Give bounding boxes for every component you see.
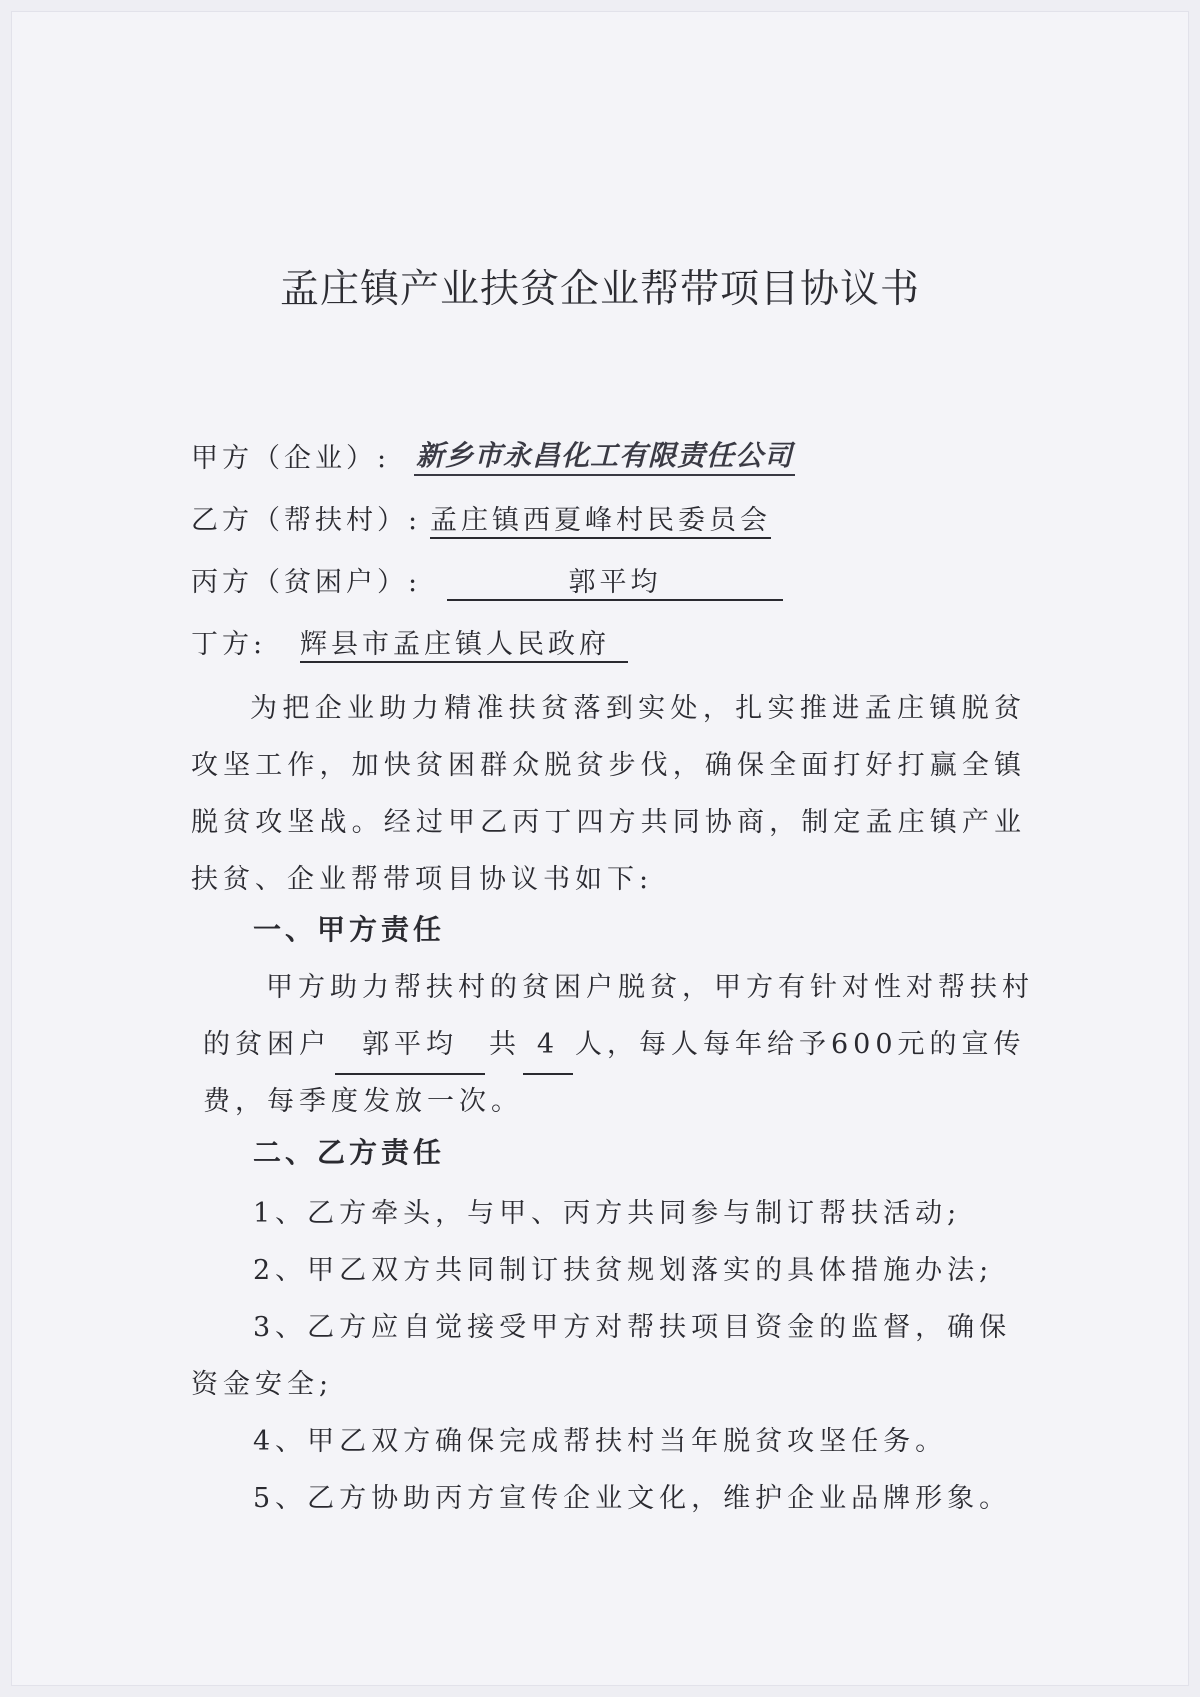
party-d-label: 丁方: xyxy=(191,629,267,660)
household-count-field: 4 xyxy=(523,1017,573,1075)
party-c-value: 郭平均 xyxy=(447,560,783,601)
party-c-label: 丙方（贫困户）: xyxy=(191,567,422,598)
party-a-label: 甲方（企业）: xyxy=(191,443,391,474)
section-2-item-5: 5、乙方协助丙方宣传企业文化，维护企业品牌形象。 xyxy=(253,1483,1012,1514)
section-1-line-1: 甲方助力帮扶村的贫困户脱贫，甲方有针对性对帮扶村 xyxy=(266,972,1034,1003)
party-b-value: 孟庄镇西夏峰村民委员会 xyxy=(430,498,771,539)
section-2-item-3-continued: 资金安全; xyxy=(191,1369,334,1400)
section-1-line-3: 费，每季度发放一次。 xyxy=(203,1086,523,1117)
section-1-heading: 一、甲方责任 xyxy=(253,913,446,946)
section-2-item-4: 4、甲乙双方确保完成帮扶村当年脱贫攻坚任务。 xyxy=(253,1426,948,1457)
party-d-value: 辉县市孟庄镇人民政府 xyxy=(300,622,628,663)
party-a-handwritten-value: 新乡市永昌化工有限责任公司 xyxy=(414,434,795,476)
intro-paragraph: 为把企业助力精准扶贫落到实处，扎实推进孟庄镇脱贫攻坚工作，加快贫困群众脱贫步伐，确保全面打好打赢全镇脱贫攻坚战。经过甲乙丙丁四方共同协商，制定孟庄镇产业扶贫、企业帮带项目协议书如下: xyxy=(191,693,1026,895)
party-b-label: 乙方（帮扶村）: xyxy=(191,505,422,536)
section-2-heading: 二、乙方责任 xyxy=(253,1136,446,1169)
section-2-item-1: 1、乙方牵头，与甲、丙方共同参与制订帮扶活动; xyxy=(253,1198,962,1229)
section-2-item-3: 3、乙方应自觉接受甲方对帮扶项目资金的监督，确保 xyxy=(253,1312,1012,1343)
section-1-line-2: 的贫困户 郭平均 共 4 人，每人每年给予600元的宣传 xyxy=(203,1017,1026,1075)
section-2-item-2: 2、甲乙双方共同制订扶贫规划落实的具体措施办法; xyxy=(253,1255,994,1286)
page-title: 孟庄镇产业扶贫企业帮带项目协议书 xyxy=(279,267,920,312)
household-name-field: 郭平均 xyxy=(335,1017,485,1075)
